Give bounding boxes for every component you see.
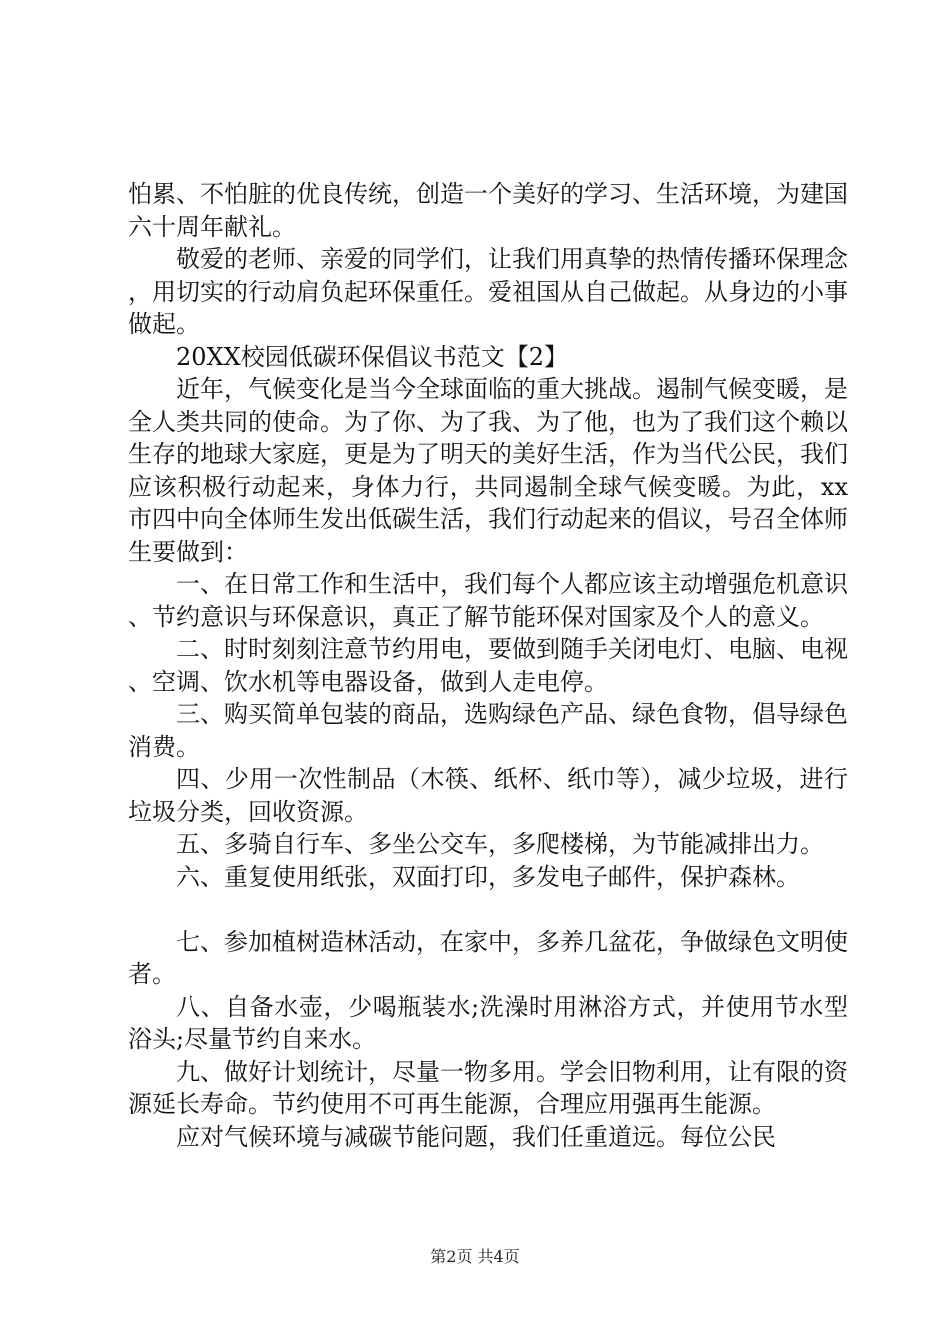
proposal-item-8: 八、自备水壶，少喝瓶装水;洗澡时用淋浴方式，并使用节水型浴头;尽量节约自来水。 bbox=[128, 992, 848, 1053]
blank-line bbox=[128, 893, 848, 926]
proposal-item-1: 一、在日常工作和生活中，我们每个人都应该主动增强危机意识、节约意识与环保意识，真正了解节能环保对国家及个人的意义。 bbox=[128, 570, 848, 631]
paragraph-2: 敬爱的老师、亲爱的同学们，让我们用真挚的热情传播环保理念，用切实的行动肩负起环保重任。爱祖国从自己做起。从身边的小事做起。 bbox=[128, 245, 848, 338]
paragraph-closing: 应对气候环境与减碳节能问题，我们任重道远。每位公民 bbox=[176, 1122, 776, 1151]
paragraph-intro: 近年，气候变化是当今全球面临的重大挑战。遏制气候变暖，是全人类共同的使命。为了你、为了我、为了他，也为了我们这个赖以生存的地球大家庭，更是为了明天的美好生活，作为当代公民，我们应该积极行动起来，身体力行，共同遏制全球气候变暖。为此，xx市四中向全体师生发出低碳生活，我们行动起来的倡议，号召全体师生要做到： bbox=[128, 375, 848, 566]
section-title: 20XX校园低碳环保倡议书范文【2】 bbox=[176, 342, 568, 371]
proposal-item-5: 五、多骑自行车、多坐公交车，多爬楼梯，为节能减排出力。 bbox=[176, 830, 824, 858]
proposal-item-2: 二、时时刻刻注意节约用电，要做到随手关闭电灯、电脑、电视、空调、饮水机等电器设备，做到人走电停。 bbox=[128, 635, 848, 696]
document-body bbox=[128, 178, 848, 1153]
proposal-item-6: 六、重复使用纸张，双面打印，多发电子邮件，保护森林。 bbox=[176, 862, 800, 891]
paragraph-1: 怕累、不怕脏的优良传统，创造一个美好的学习、生活环境，为建国六十周年献礼。 bbox=[128, 180, 848, 241]
page-footer: 第2页 共4页 bbox=[430, 1247, 520, 1266]
proposal-item-7: 七、参加植树造林活动，在家中，多养几盆花，争做绿色文明使者。 bbox=[128, 927, 848, 988]
proposal-item-3: 三、购买简单包装的商品，选购绿色产品、绿色食物，倡导绿色消费。 bbox=[128, 700, 848, 761]
proposal-item-4: 四、少用一次性制品（木筷、纸杯、纸巾等），减少垃圾，进行垃圾分类，回收资源。 bbox=[128, 765, 848, 826]
proposal-item-9: 九、做好计划统计，尽量一物多用。学会旧物利用，让有限的资源延长寿命。节约使用不可再生能源，合理应用强再生能源。 bbox=[128, 1057, 848, 1118]
